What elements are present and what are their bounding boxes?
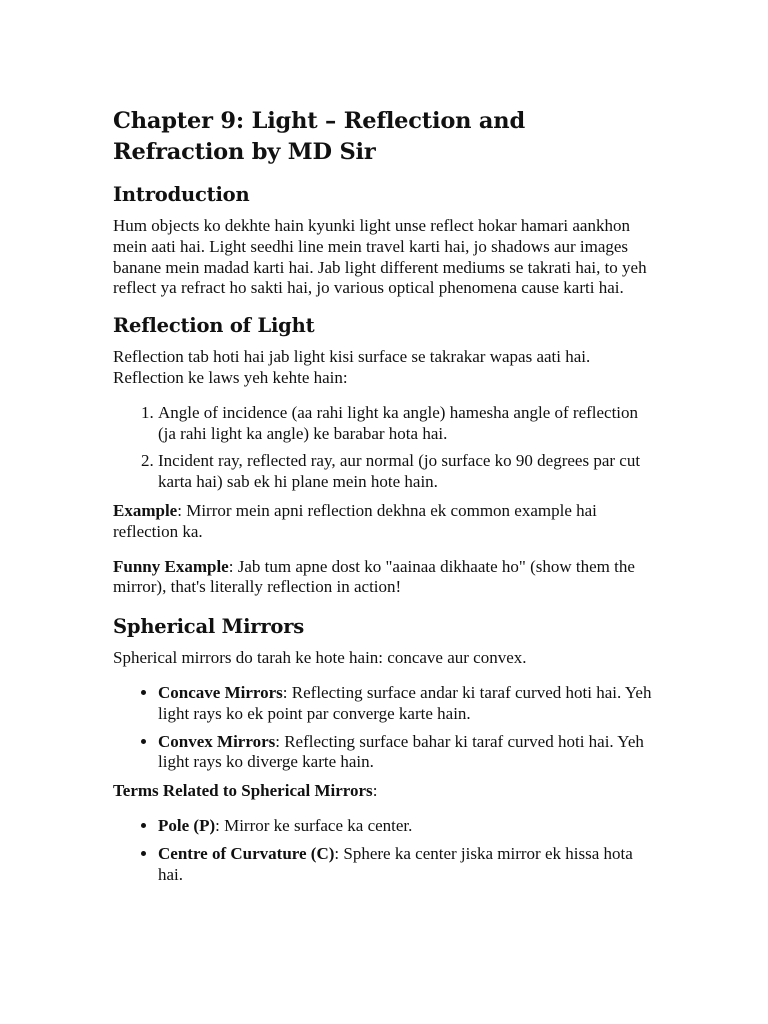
terms-heading-paragraph <box>113 781 658 802</box>
list-item-text: : Reflecting surface andar ki taraf curved hoti hai. Yeh light rays ko ek point par converge karte hain. <box>158 682 652 723</box>
terms-colon: : <box>372 781 378 801</box>
example-label: Example <box>113 500 178 520</box>
list-item: 1. Angle of incidence (aa rahi light ka angle) hamesha angle of reflection (ja rahi light ka angle) ke barabar hota hai. <box>158 403 658 445</box>
list-item <box>158 816 658 837</box>
section-heading-introduction: Introduction <box>113 183 250 206</box>
mirror-types-list <box>113 683 658 773</box>
section-heading-spherical: Spherical Mirrors <box>113 615 305 639</box>
list-item-text: : Sphere ka center jiska mirror ek hissa hota hai. <box>158 843 633 884</box>
list-item-label: Convex Mirrors <box>158 731 276 751</box>
list-item-text: : Reflecting surface bahar ki taraf curved hoti hai. Yeh light rays ko diverge karte hain. <box>158 731 644 772</box>
intro-paragraph: Hum objects ko dekhte hain kyunki light unse reflect hokar hamari aankhon mein aati hai. Light seedhi line mein travel karti hai, jo shadows aur images banane mein madad karti hai. Jab light different mediums se takrati hai, to yeh reflect ya refract ho sakti hai, jo various optical phenomena cause karti hai. <box>113 216 647 298</box>
terms-label: Terms Related to Spherical Mirrors <box>113 781 373 801</box>
list-item-label: Concave Mirrors <box>158 682 283 702</box>
reflection-paragraph: Reflection tab hoti hai jab light kisi surface se takrakar wapas aati hai. Reflection ke laws yeh kehte hain: <box>113 347 591 387</box>
page-title: Chapter 9: Light – Reflection and Refraction by MD Sir <box>113 108 526 165</box>
spherical-paragraph: Spherical mirrors do tarah ke hote hain: concave aur convex. <box>113 648 527 668</box>
list-item <box>158 844 658 886</box>
example-paragraph <box>113 501 658 543</box>
document-page <box>113 106 658 893</box>
funny-example-text: : Jab tum apne dost ko "aainaa dikhaate ho" (show them the mirror), that's literally reflection in action! <box>113 556 635 597</box>
section-heading-reflection: Reflection of Light <box>113 314 315 338</box>
list-item-text: : Mirror ke surface ka center. <box>215 815 413 835</box>
terms-list <box>113 816 658 885</box>
list-item <box>158 732 658 774</box>
list-item <box>158 683 658 725</box>
list-item-label: Pole (P) <box>158 815 216 835</box>
funny-example-label: Funny Example <box>113 556 229 576</box>
reflection-laws-list <box>113 403 658 493</box>
list-item-label: Centre of Curvature (C) <box>158 843 335 863</box>
list-item: 2. Incident ray, reflected ray, aur normal (jo surface ko 90 degrees par cut karta hai) sab ek hi plane mein hote hain. <box>158 451 658 493</box>
funny-example-paragraph <box>113 557 658 599</box>
example-text: : Mirror mein apni reflection dekhna ek common example hai reflection ka. <box>113 500 597 541</box>
